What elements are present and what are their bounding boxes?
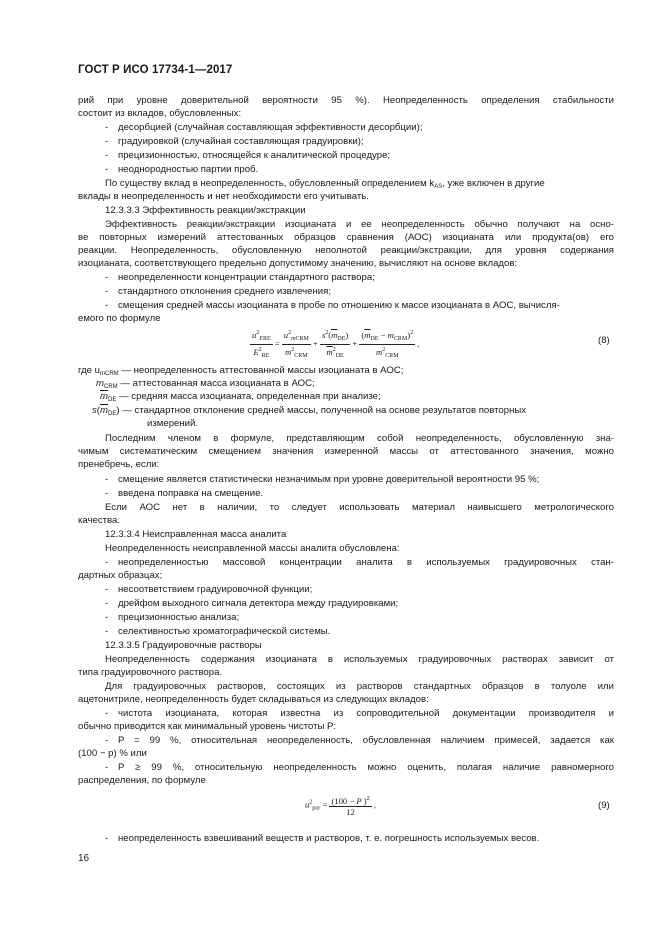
paragraph-line: ацетонитриле, неопределенность будет складываться из следующих вкладов:: [78, 694, 429, 705]
paragraph-line: типа градуировочного раствора.: [78, 667, 223, 678]
list-bullet: -: [105, 164, 109, 175]
list-item: градуировкой (случайная составляющая градуировки);: [118, 136, 364, 147]
list-item: селективностью хроматографической системы.: [118, 626, 331, 637]
paragraph-line: емого по формуле: [78, 313, 161, 324]
section-heading: 12.3.3.4 Неисправленная масса аналита: [105, 529, 287, 540]
list-item: десорбцией (случайная составляющая эффективности десорбции);: [118, 122, 423, 133]
equation-9: $u^2_{pur}$ = $\frac{(100 - P )^2}{12}$ ,: [305, 796, 376, 817]
paragraph-line: Последним членом в формуле, представляющим собой неопределенность, обусловленную зна-: [105, 433, 614, 444]
list-bullet: -: [105, 708, 109, 719]
paragraph-line: распределения, по формуле: [78, 775, 206, 786]
list-bullet: -: [105, 136, 109, 147]
where-text: где u: [78, 365, 101, 376]
section-heading: 12.3.3.5 Градуировочные растворы: [105, 640, 262, 651]
list-item: прецизионностью, относящейся к аналитической процедуре;: [118, 150, 391, 161]
list-item: неопределенность взвешиваний веществ и растворов, т. е. погрешность используемых весов.: [118, 833, 540, 844]
equation-8: $\frac{u^2_{ERE}}{E^2_{RE}}$ = $\frac{u^2_{mCRM}}{m^2_{CRM}}$ + $\frac{s^2(\overline{m}_{DE})}{\overline{m}^2_{DE}}$ + $\frac{(\overline{m}_{DE} - m_{CRM})^2}{m^2_{CRM}}$ ,: [252, 330, 420, 359]
where-text: — стандартное отклонение средней массы, полученной на основе результатов повторных: [119, 405, 527, 416]
section-heading: 12.3.3.3 Эффективность реакции/экстракции: [105, 205, 306, 216]
list-bullet: -: [105, 122, 109, 133]
list-item: несоответствием градуировочной функции;: [118, 584, 313, 595]
paragraph-text: , уже включен в другие: [442, 178, 545, 189]
paragraph-line: Для градуировочных растворов, состоящих из растворов стандартных образцов в толуоле или: [105, 681, 614, 692]
paragraph-line: Эффективность реакции/экстракции изоцианата и ее неопределенность обычно получают на осно-: [105, 219, 614, 230]
list-bullet: -: [105, 300, 109, 311]
list-bullet: -: [105, 612, 109, 623]
paragraph-text: По существу вклад в неопределенность, обусловленный определением k: [105, 178, 435, 189]
paragraph-line: Если АОС нет в наличии, то следует использовать материал наивысшего метрологического: [105, 502, 614, 513]
paragraph-line: чимым систематическим смещением значения измеренной массы от аттестованного значения, можно: [78, 446, 614, 457]
where-text: — средняя масса изоцианата, определенная при анализе;: [116, 391, 381, 402]
list-bullet: -: [105, 735, 109, 746]
list-item: неоднородностью партии проб.: [118, 164, 259, 175]
where-text: — аттестованная масса изоцианата в АОС;: [117, 378, 315, 389]
paragraph-line: изоцианата, соответствующего предельно допустимому значению, вычисляют на основе вкладов:: [78, 258, 518, 269]
document-header: ГОСТ Р ИСО 17734-1—2017: [78, 64, 233, 76]
list-bullet: -: [105, 286, 109, 297]
paragraph-line: Неопределенность неисправленной массы аналита обусловлена:: [105, 543, 400, 554]
paragraph-line: пренебречь, если:: [78, 459, 160, 470]
list-item: чистота изоцианата, которая известна из сопроводительной документации производителя и: [118, 708, 614, 719]
where-line: где $u_{mCRM}$ — неопределенность аттестованной массы изоцианата в АОС;: [78, 365, 404, 377]
paragraph-line: ве повторных измерений аттестованных образцов сравнения (АОС) изоцианата или продукта(ов) его: [78, 232, 614, 243]
list-bullet: -: [105, 557, 109, 568]
list-bullet: -: [105, 833, 109, 844]
where-line: $s(\overline{m}_{DE})$ — стандартное отклонение средней массы, полученной на основе результатов повторных: [92, 405, 527, 417]
paragraph-line: состоит из вкладов, обусловленных:: [78, 108, 242, 119]
paragraph-line: вклады в неопределенность и нет необходимости его учитывать.: [78, 191, 369, 202]
where-line: измерений.: [147, 418, 199, 429]
paragraph-line: обычно приводится как минимальный уровень чистоты P:: [78, 721, 337, 732]
list-bullet: -: [105, 488, 109, 499]
subscript: AS: [434, 184, 443, 190]
list-item: смещение является статистически незначимым при уровне доверительной вероятности 95 %;: [118, 474, 540, 485]
paragraph-line: рий при уровне доверительной вероятности 95 %). Неопределенность определения стабильности: [78, 95, 614, 106]
list-item: неопределенности концентрации стандартного раствора;: [118, 272, 375, 283]
list-item: введена поправка на смещение.: [118, 488, 264, 499]
paragraph-line: дартных образцах;: [78, 570, 163, 581]
list-item: P ≥ 99 %, относительную неопределенность можно оценить, полагая наличие равномерного: [118, 762, 614, 773]
page-number: 16: [78, 853, 90, 864]
list-item: стандартного отклонения среднего извлечения;: [118, 286, 331, 297]
equation-number: (9): [598, 800, 610, 811]
where-line: $\overline{m}_{DE}$ — средняя масса изоцианата, определенная при анализе;: [100, 391, 381, 403]
paragraph-line: (100 − p) % или: [78, 748, 147, 759]
list-bullet: -: [105, 626, 109, 637]
paragraph-line: реакции. Неопределенность, обусловленную неполнотой реакции/экстракции, для уровня содержания: [78, 245, 614, 256]
list-item: дрейфом выходного сигнала детектора между градуировками;: [118, 598, 399, 609]
list-bullet: -: [105, 762, 109, 773]
list-item: прецизионностью анализа;: [118, 612, 240, 623]
paragraph-line: качества.: [78, 515, 121, 526]
equation-number: (8): [598, 335, 610, 346]
list-item: смещения средней массы изоцианата в пробе по отношению к массе изоцианата в АОС, вычисля-: [118, 300, 560, 311]
where-text: — неопределенность аттестованной массы изоцианата в АОС;: [118, 365, 404, 376]
paragraph-line: Неопределенность содержания изоцианата в используемых градуировочных растворах зависит от: [105, 654, 614, 665]
list-bullet: -: [105, 474, 109, 485]
list-bullet: -: [105, 584, 109, 595]
list-bullet: -: [105, 150, 109, 161]
list-bullet: -: [105, 272, 109, 283]
list-item: P = 99 %, относительная неопределенность, обусловленная наличием примесей, задается как: [118, 735, 614, 746]
list-item: неопределенностью массовой концентрации аналита в используемых градуировочных стан-: [118, 557, 614, 568]
list-bullet: -: [105, 598, 109, 609]
where-line: $m_{CRM}$ — аттестованная масса изоцианата в АОС;: [96, 378, 315, 390]
